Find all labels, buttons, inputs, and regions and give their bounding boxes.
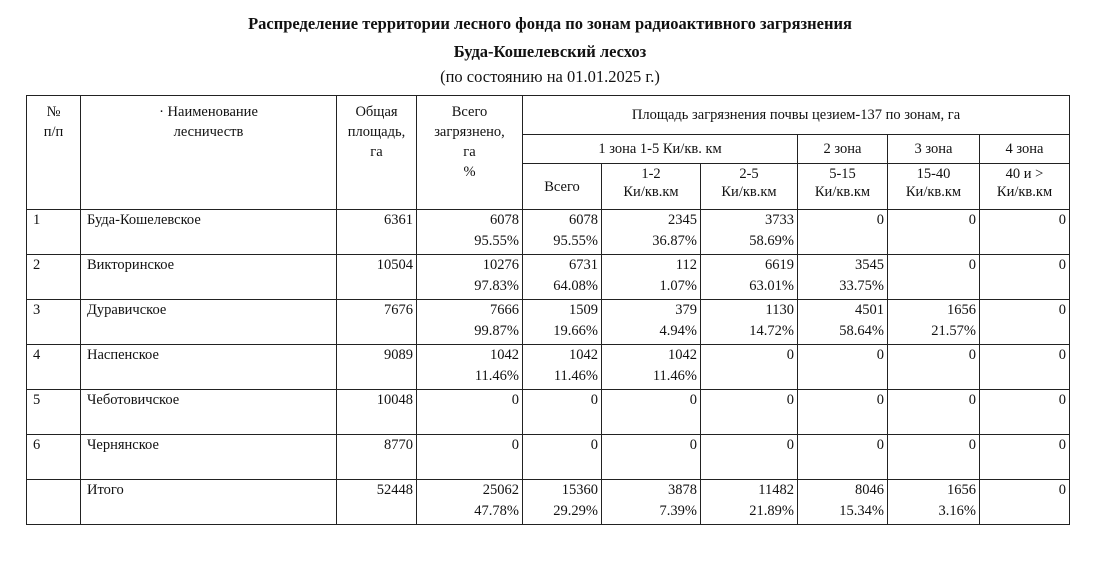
header-zone4-range: 40 и > Ки/кв.км xyxy=(980,164,1070,210)
cell-percent xyxy=(798,231,884,252)
header-zone4: 4 зона xyxy=(980,135,1070,164)
cell-value: 0 xyxy=(1058,212,1067,228)
cell-value: 6619 xyxy=(765,257,794,273)
cell-value: 4501 xyxy=(855,302,884,318)
cell-value: 0 xyxy=(968,437,976,453)
cell-value: 0 xyxy=(786,437,794,453)
cell-percent xyxy=(523,411,598,432)
row-zone3 xyxy=(888,255,980,300)
row-zone2 xyxy=(798,435,888,480)
row-zone1-2-5 xyxy=(701,345,798,390)
table-row xyxy=(27,345,1070,390)
row-forestry-name: Чеботовичское xyxy=(81,390,337,435)
contamination-table xyxy=(26,95,1070,525)
row-total-area: 7676 xyxy=(337,300,417,345)
cell-percent xyxy=(980,366,1066,387)
cell-percent: 95.55% xyxy=(474,233,519,249)
row-zone2 xyxy=(798,480,888,525)
row-zone1-1-2 xyxy=(602,390,701,435)
row-index: 2 xyxy=(27,255,81,300)
row-zone1-2-5 xyxy=(701,210,798,255)
subtitle-forestry: Буда-Кошелевский лесхоз xyxy=(453,42,647,61)
row-zone3 xyxy=(888,480,980,525)
cell-percent: 21.89% xyxy=(749,503,794,519)
cell-value: 0 xyxy=(511,437,519,453)
cell-percent: 64.08% xyxy=(553,278,598,294)
cell-percent xyxy=(798,411,884,432)
cell-percent: 33.75% xyxy=(839,278,884,294)
row-zone4 xyxy=(980,210,1070,255)
row-zone1-2-5 xyxy=(701,255,798,300)
cell-value: 2345 xyxy=(668,212,697,228)
cell-value: 0 xyxy=(968,212,976,228)
cell-value: 1042 xyxy=(569,347,598,363)
cell-value: 0 xyxy=(1058,437,1067,453)
cell-value: 0 xyxy=(968,347,976,363)
row-total-area: 6361 xyxy=(337,210,417,255)
row-zone4 xyxy=(980,480,1070,525)
cell-value: 8046 xyxy=(855,482,884,498)
cell-value: 0 xyxy=(1058,392,1067,408)
row-contaminated xyxy=(417,435,523,480)
row-zone1-total xyxy=(523,210,602,255)
cell-value: 0 xyxy=(876,437,884,453)
table-row xyxy=(27,210,1070,255)
header-zone1-2-5: 2-5 Ки/кв.км xyxy=(701,164,798,210)
row-zone1-1-2 xyxy=(602,255,701,300)
cell-value: 25062 xyxy=(482,482,519,498)
cell-percent xyxy=(602,411,697,432)
cell-percent: 19.66% xyxy=(553,323,598,339)
row-forestry-name: Дуравичское xyxy=(81,300,337,345)
row-forestry-name: Викторинское xyxy=(81,255,337,300)
row-zone3 xyxy=(888,435,980,480)
cell-percent: 36.87% xyxy=(652,233,697,249)
cell-percent: 47.78% xyxy=(474,503,519,519)
cell-percent: 99.87% xyxy=(474,323,519,339)
cell-percent xyxy=(701,456,794,477)
cell-percent xyxy=(888,276,976,297)
cell-value: 3733 xyxy=(765,212,794,228)
header-zone1: 1 зона 1-5 Ки/кв. км xyxy=(523,135,798,164)
cell-percent: 1.07% xyxy=(659,278,697,294)
row-zone1-total xyxy=(523,480,602,525)
row-zone1-1-2 xyxy=(602,345,701,390)
cell-percent: 15.34% xyxy=(839,503,884,519)
row-index: 5 xyxy=(27,390,81,435)
row-contaminated xyxy=(417,300,523,345)
row-zone1-1-2 xyxy=(602,435,701,480)
cell-value: 0 xyxy=(689,437,697,453)
cell-value: 0 xyxy=(689,392,697,408)
row-zone3 xyxy=(888,345,980,390)
table-row xyxy=(27,300,1070,345)
row-index: 6 xyxy=(27,435,81,480)
row-zone1-2-5 xyxy=(701,435,798,480)
row-zone1-1-2 xyxy=(602,210,701,255)
header-zone3: 3 зона xyxy=(888,135,980,164)
cell-percent: 29.29% xyxy=(553,503,598,519)
row-total-area: 52448 xyxy=(337,480,417,525)
cell-value: 0 xyxy=(876,392,884,408)
header-zone1-total: Всего xyxy=(523,164,602,210)
row-total-area: 9089 xyxy=(337,345,417,390)
cell-value: 0 xyxy=(968,392,976,408)
header-name: · Наименование лесничеств xyxy=(81,96,337,210)
cell-percent: 58.64% xyxy=(839,323,884,339)
row-zone1-total xyxy=(523,300,602,345)
row-zone4 xyxy=(980,390,1070,435)
row-zone1-total xyxy=(523,255,602,300)
cell-percent: 58.69% xyxy=(749,233,794,249)
cell-percent xyxy=(888,456,976,477)
header-zone3-range: 15-40 Ки/кв.км xyxy=(888,164,980,210)
header-zones-group: Площадь загрязнения почвы цезием-137 по зонам, га xyxy=(523,96,1070,135)
header-total-area: Общая площадь, га xyxy=(337,96,417,210)
cell-percent xyxy=(980,501,1066,522)
cell-percent xyxy=(980,276,1066,297)
cell-percent xyxy=(798,456,884,477)
cell-value: 0 xyxy=(590,392,598,408)
cell-percent xyxy=(888,411,976,432)
cell-percent xyxy=(888,231,976,252)
row-zone4 xyxy=(980,255,1070,300)
cell-percent xyxy=(701,411,794,432)
cell-percent xyxy=(798,366,884,387)
cell-value: 15360 xyxy=(561,482,598,498)
row-zone1-2-5 xyxy=(701,480,798,525)
cell-percent: 21.57% xyxy=(931,323,976,339)
row-zone1-1-2 xyxy=(602,300,701,345)
cell-value: 0 xyxy=(1058,257,1067,273)
table-row xyxy=(27,255,1070,300)
cell-value: 1509 xyxy=(569,302,598,318)
row-index xyxy=(27,480,81,525)
row-zone3 xyxy=(888,390,980,435)
cell-percent: 97.83% xyxy=(474,278,519,294)
header-num: № п/п xyxy=(27,96,81,210)
subtitle-date: (по состоянию на 01.01.2025 г.) xyxy=(440,67,660,86)
cell-value: 7666 xyxy=(490,302,519,318)
header-contaminated: Всего загрязнено, га % xyxy=(417,96,523,210)
row-contaminated xyxy=(417,210,523,255)
row-forestry-name: Буда-Кошелевское xyxy=(81,210,337,255)
row-zone4 xyxy=(980,300,1070,345)
table-row xyxy=(27,480,1070,525)
cell-value: 3878 xyxy=(668,482,697,498)
row-contaminated xyxy=(417,480,523,525)
cell-value: 1130 xyxy=(765,302,794,318)
row-zone2 xyxy=(798,390,888,435)
cell-value: 0 xyxy=(1058,347,1067,363)
row-zone1-1-2 xyxy=(602,480,701,525)
row-zone1-2-5 xyxy=(701,300,798,345)
cell-percent: 11.46% xyxy=(553,368,598,384)
cell-percent xyxy=(701,366,794,387)
cell-value: 1656 xyxy=(947,302,976,318)
cell-percent xyxy=(888,366,976,387)
table-row xyxy=(27,435,1070,480)
row-total-area: 10504 xyxy=(337,255,417,300)
header-zone2: 2 зона xyxy=(798,135,888,164)
cell-value: 10276 xyxy=(482,257,519,273)
cell-percent: 7.39% xyxy=(659,503,697,519)
cell-value: 6078 xyxy=(490,212,519,228)
cell-value: 0 xyxy=(876,212,884,228)
cell-value: 11482 xyxy=(758,482,794,498)
cell-percent xyxy=(980,231,1066,252)
row-zone1-2-5 xyxy=(701,390,798,435)
cell-percent xyxy=(602,456,697,477)
row-contaminated xyxy=(417,390,523,435)
cell-percent xyxy=(980,321,1066,342)
cell-value: 0 xyxy=(786,392,794,408)
cell-percent: 3.16% xyxy=(938,503,976,519)
cell-percent: 95.55% xyxy=(553,233,598,249)
cell-value: 6731 xyxy=(569,257,598,273)
cell-value: 1042 xyxy=(668,347,697,363)
row-zone2 xyxy=(798,300,888,345)
cell-value: 0 xyxy=(1058,302,1067,318)
cell-percent xyxy=(417,456,519,477)
row-zone1-total xyxy=(523,435,602,480)
cell-percent: 63.01% xyxy=(749,278,794,294)
row-forestry-name: Итого xyxy=(81,480,337,525)
row-zone4 xyxy=(980,345,1070,390)
cell-value: 1656 xyxy=(947,482,976,498)
cell-percent xyxy=(980,411,1066,432)
table-row xyxy=(27,390,1070,435)
row-forestry-name: Чернянское xyxy=(81,435,337,480)
row-contaminated xyxy=(417,345,523,390)
row-total-area: 8770 xyxy=(337,435,417,480)
cell-percent xyxy=(980,456,1066,477)
row-zone2 xyxy=(798,255,888,300)
cell-value: 0 xyxy=(786,347,794,363)
header-zone1-1-2: 1-2 Ки/кв.км xyxy=(602,164,701,210)
header-zone2-range: 5-15 Ки/кв.км xyxy=(798,164,888,210)
row-index: 3 xyxy=(27,300,81,345)
row-zone1-total xyxy=(523,390,602,435)
row-zone4 xyxy=(980,435,1070,480)
row-zone1-total xyxy=(523,345,602,390)
cell-value: 1042 xyxy=(490,347,519,363)
row-forestry-name: Наспенское xyxy=(81,345,337,390)
row-zone2 xyxy=(798,210,888,255)
row-index: 4 xyxy=(27,345,81,390)
cell-percent: 11.46% xyxy=(652,368,697,384)
cell-value: 0 xyxy=(968,257,976,273)
cell-value: 379 xyxy=(675,302,697,318)
cell-value: 0 xyxy=(511,392,519,408)
cell-value: 0 xyxy=(1058,482,1067,498)
cell-value: 0 xyxy=(876,347,884,363)
row-zone3 xyxy=(888,300,980,345)
row-total-area: 10048 xyxy=(337,390,417,435)
row-zone2 xyxy=(798,345,888,390)
row-index: 1 xyxy=(27,210,81,255)
cell-percent: 14.72% xyxy=(749,323,794,339)
cell-percent xyxy=(417,411,519,432)
row-zone3 xyxy=(888,210,980,255)
cell-value: 0 xyxy=(590,437,598,453)
title: Распределение территории лесного фонда по зонам радиоактивного загрязнения xyxy=(248,14,852,33)
cell-percent xyxy=(523,456,598,477)
cell-value: 112 xyxy=(675,257,697,273)
cell-value: 6078 xyxy=(569,212,598,228)
row-contaminated xyxy=(417,255,523,300)
cell-percent: 4.94% xyxy=(659,323,697,339)
cell-value: 3545 xyxy=(855,257,884,273)
cell-percent: 11.46% xyxy=(474,368,519,384)
